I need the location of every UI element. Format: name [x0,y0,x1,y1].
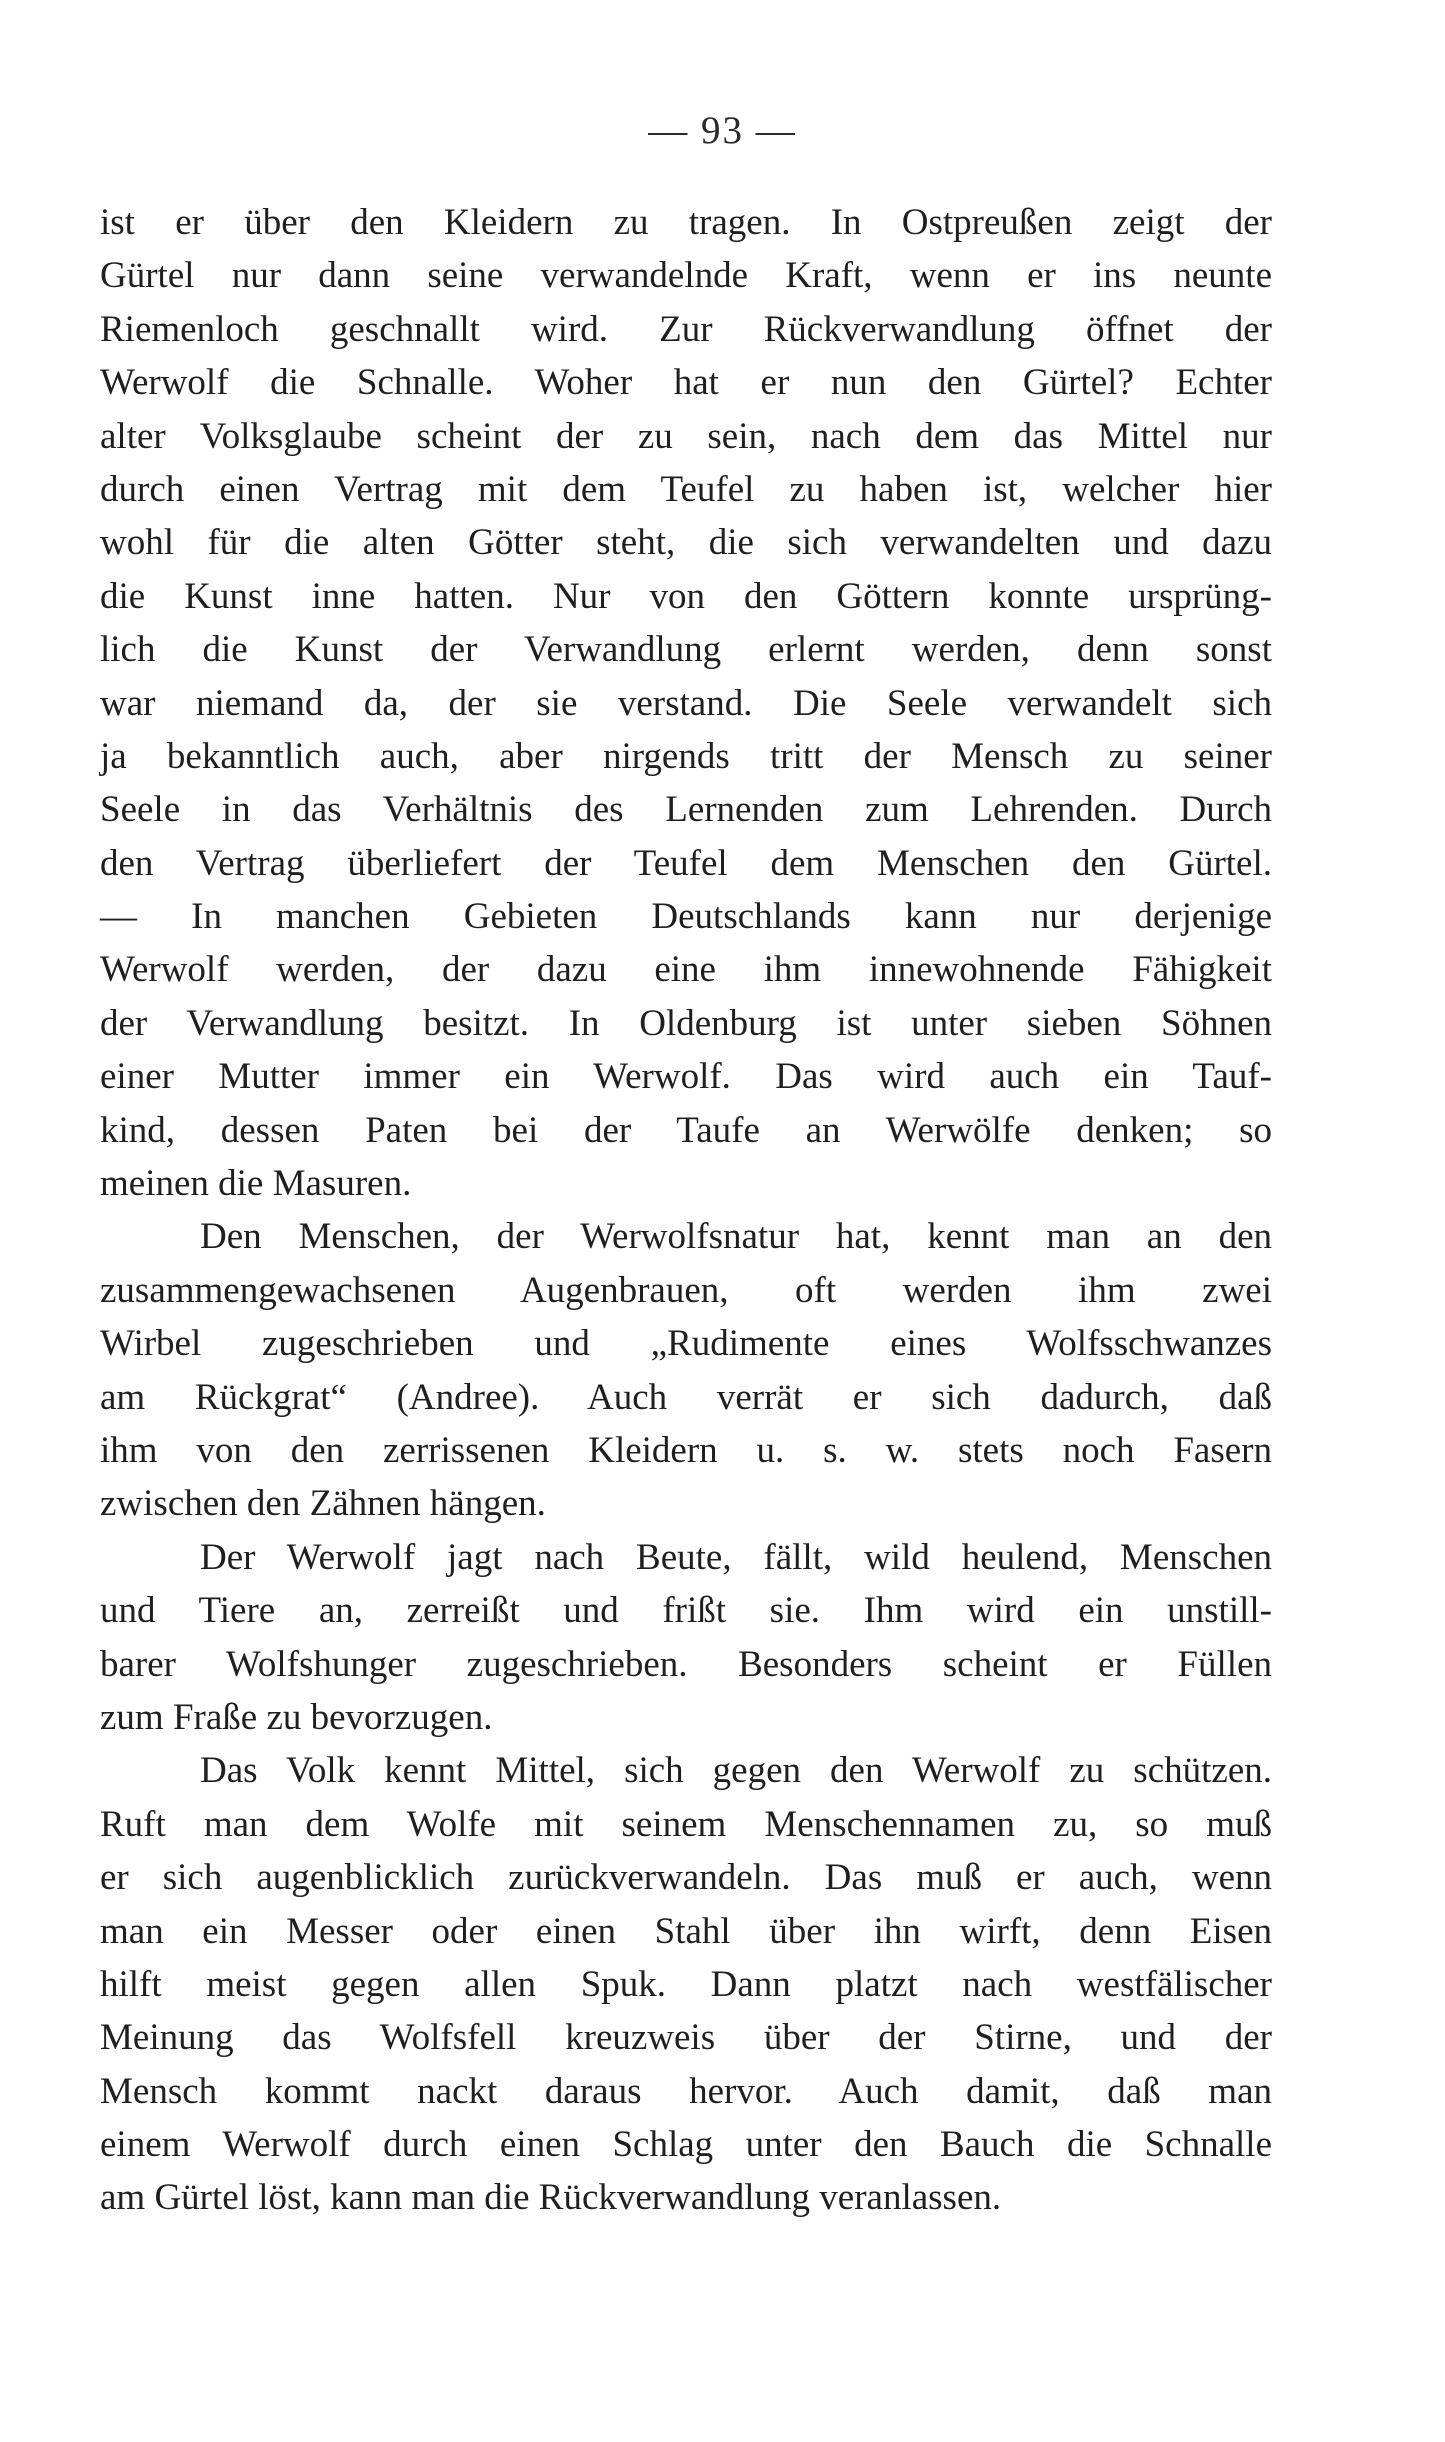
text-line: Gürtel nur dann seine verwandelnde Kraft, wenn er ins neunte [100,255,1272,297]
page-number: — 93 — [648,109,797,152]
text-line: Ruft man dem Wolfe mit seinem Menschennamen zu, so muß [100,1803,1272,1845]
body-text [100,196,1272,2225]
text-line: Seele in das Verhältnis des Lernenden zum Lehrenden. Durch [100,789,1272,831]
paragraph [100,1531,1272,1745]
paragraph [100,1210,1272,1530]
text-line: hilft meist gegen allen Spuk. Dann platzt nach westfälischer [100,1963,1272,2005]
text-line: der Verwandlung besitzt. In Oldenburg ist unter sieben Söhnen [100,1002,1272,1044]
text-line: ja bekanntlich auch, aber nirgends tritt der Mensch zu seiner [100,735,1272,777]
text-line: die Kunst inne hatten. Nur von den Göttern konnte ursprüng- [100,575,1272,617]
text-line: am Gürtel löst, kann man die Rückverwandlung veranlassen. [100,2177,1002,2219]
text-line: Meinung das Wolfsfell kreuzweis über der Stirne, und der [100,2017,1272,2059]
text-line: ist er über den Kleidern zu tragen. In Ostpreußen zeigt der [100,202,1272,243]
text-line: er sich augenblicklich zurückverwandeln. Das muß er auch, wenn [100,1857,1272,1899]
text-line: war niemand da, der sie verstand. Die Seele verwandelt sich [100,682,1272,724]
text-line: zusammengewachsenen Augenbrauen, oft werden ihm zwei [100,1269,1272,1311]
text-line: und Tiere an, zerreißt und frißt sie. Ihm wird ein unstill- [100,1590,1272,1632]
text-line: Riemenloch geschnallt wird. Zur Rückverwandlung öffnet der [100,308,1272,350]
text-line: einem Werwolf durch einen Schlag unter den Bauch die Schnalle [100,2124,1272,2166]
text-line: Wirbel zugeschrieben und „Rudimente eines Wolfsschwanzes [100,1323,1272,1365]
text-line: den Vertrag überliefert der Teufel dem Menschen den Gürtel. [100,842,1272,884]
text-line: am Rückgrat“ (Andree). Auch verrät er sich dadurch, daß [100,1376,1272,1418]
text-line: Den Menschen, der Werwolfsnatur hat, kennt man an den [200,1216,1272,1258]
text-line: lich die Kunst der Verwandlung erlernt werden, denn sonst [100,629,1272,671]
text-line: alter Volksglaube scheint der zu sein, nach dem das Mittel nur [100,415,1272,457]
paragraph [100,1744,1272,2225]
text-line: ihm von den zerrissenen Kleidern u. s. w. stets noch Fasern [100,1429,1272,1471]
text-line: Werwolf die Schnalle. Woher hat er nun den Gürtel? Echter [100,362,1272,404]
text-line: barer Wolfshunger zugeschrieben. Besonders scheint er Füllen [100,1643,1272,1685]
text-line: einer Mutter immer ein Werwolf. Das wird auch ein Tauf- [100,1056,1272,1098]
text-line: zum Fraße zu bevorzugen. [100,1696,493,1738]
text-line: man ein Messer oder einen Stahl über ihn wirft, denn Eisen [100,1910,1272,1952]
text-line: Mensch kommt nackt daraus hervor. Auch damit, daß man [100,2070,1272,2112]
text-line: meinen die Masuren. [100,1163,412,1205]
text-line: wohl für die alten Götter steht, die sich verwandelten und dazu [100,522,1272,564]
text-line: Das Volk kennt Mittel, sich gegen den Werwolf zu schützen. [200,1750,1272,1792]
text-line: zwischen den Zähnen hängen. [100,1483,546,1525]
text-line: Der Werwolf jagt nach Beute, fällt, wild heulend, Menschen [200,1536,1272,1578]
text-line: durch einen Vertrag mit dem Teufel zu haben ist, welcher hier [100,468,1272,510]
text-line: kind, dessen Paten bei der Taufe an Werwölfe denken; so [100,1109,1272,1151]
paragraph [100,196,1272,1210]
text-line: — In manchen Gebieten Deutschlands kann nur derjenige [100,896,1272,938]
text-line: Werwolf werden, der dazu eine ihm innewohnende Fähigkeit [100,949,1272,991]
